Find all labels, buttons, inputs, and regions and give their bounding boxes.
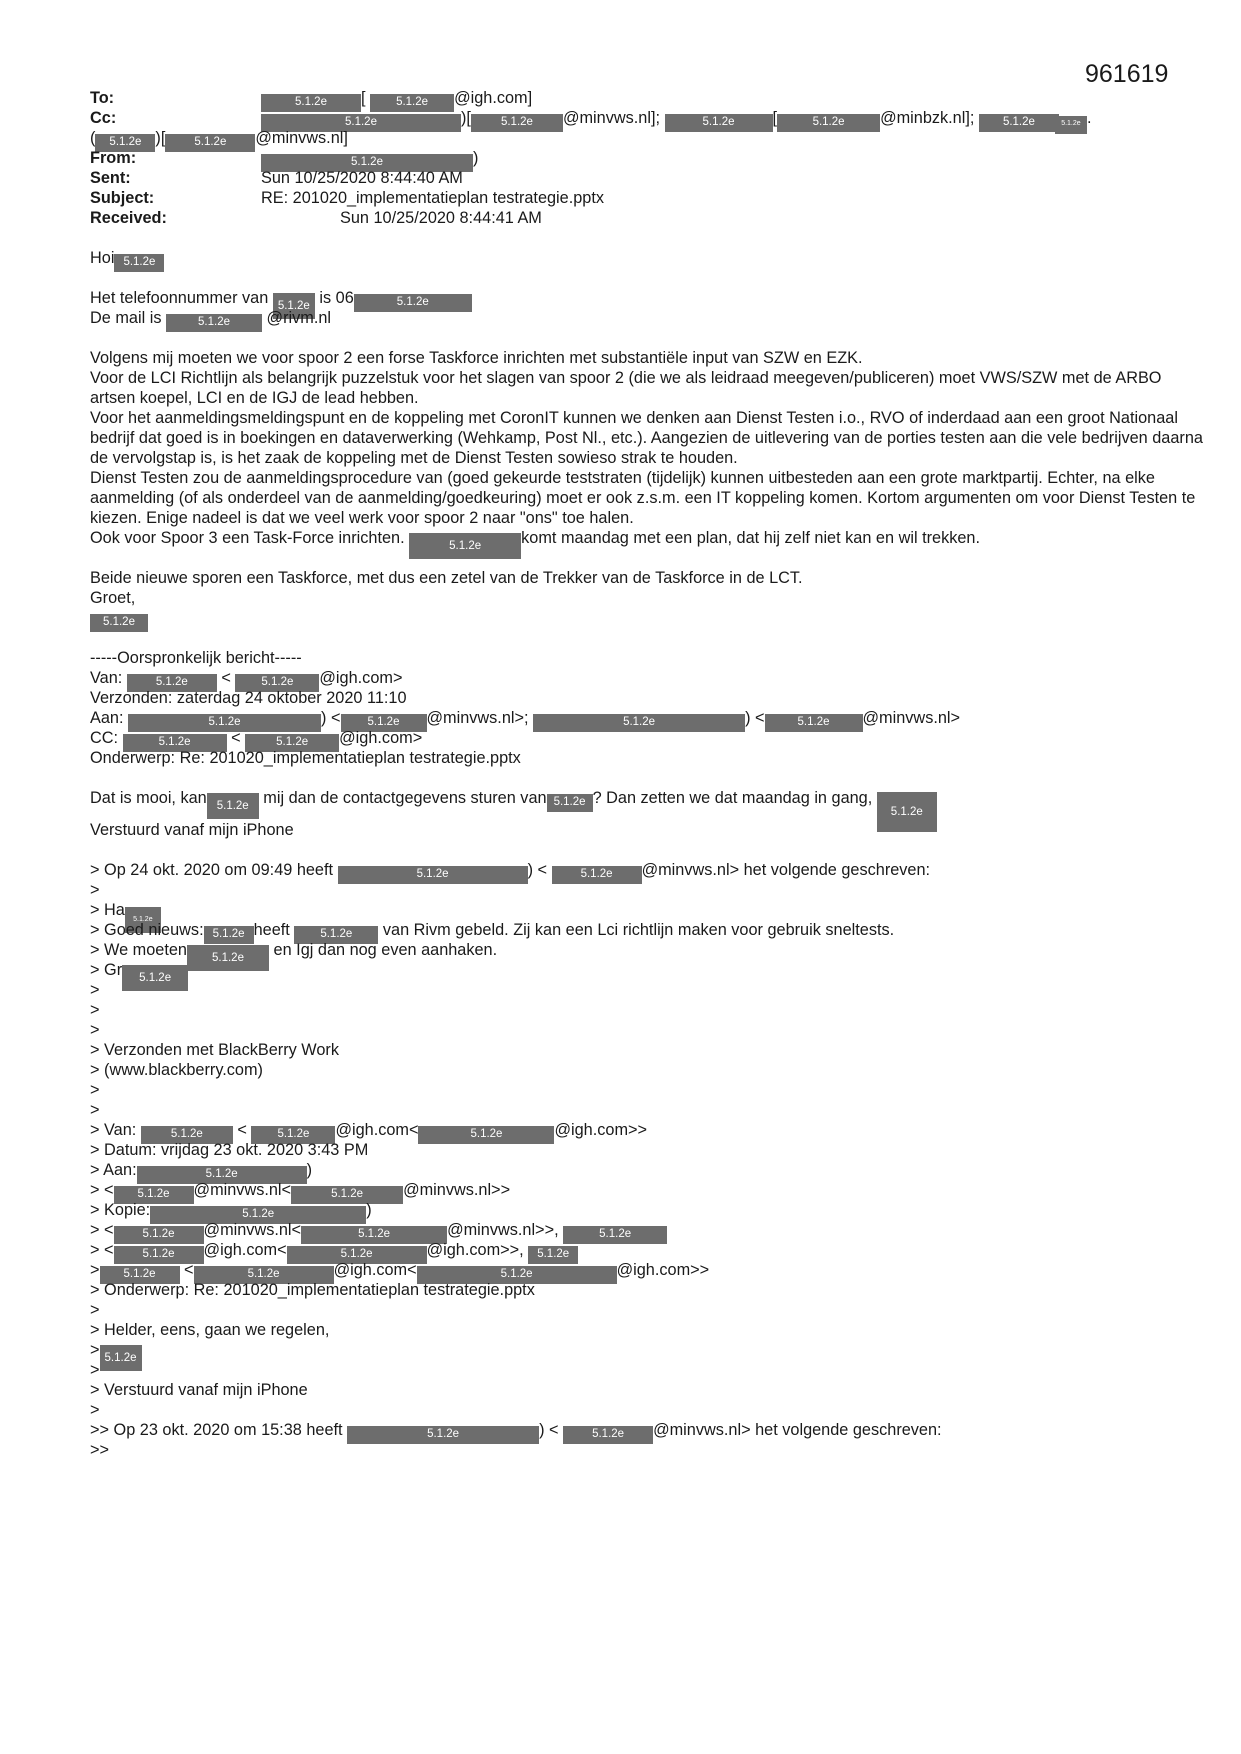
mail-line <box>90 308 1210 328</box>
paragraph-2: Voor de LCI Richtlijn als belangrijk puzzelstuk voor het slagen van spoor 2 (die we als leidraad meegeven/publiceren) moet VWS/SZW met de ARBO artsen koepel, LCI en de IGJ de lead hebben. <box>90 369 1162 407</box>
subject-value: RE: 201020_implementatieplan testrategie.pptx <box>261 189 605 207</box>
aan-domain-1: @minvws.nl>; <box>426 709 529 727</box>
phone-line <box>90 288 1210 312</box>
van-domain: @igh.com> <box>319 669 403 687</box>
quote-ha-line <box>90 900 1210 923</box>
redaction-block: 5.1.2e <box>165 134 255 152</box>
quote-signature-line <box>90 1340 1210 1364</box>
redaction-block: 5.1.2e <box>141 1126 233 1144</box>
redaction-block: 5.1.2e <box>291 1186 403 1204</box>
original-message-separator: -----Oorspronkelijk bericht----- <box>90 649 302 667</box>
sent-label: Sent: <box>90 169 131 187</box>
redaction-block: 5.1.2e <box>128 714 321 732</box>
quote-van-line <box>90 1120 1210 1140</box>
quote-op-line <box>90 860 1210 880</box>
quote-text: van Rivm gebeld. Zij kan een Lci richtlijn maken voor gebruik sneltests. <box>382 921 895 939</box>
punctuation: < <box>237 1121 247 1139</box>
orig-message-line <box>90 788 1210 818</box>
redaction-block: 5.1.2e <box>552 866 642 884</box>
quote-helder-line: > Helder, eens, gaan we regelen, <box>90 1321 330 1339</box>
paragraph-4: Dienst Testen zou de aanmeldingsprocedure van (goed gekeurde teststraten (tijdelijk) kunnen uitbesteden aan een grote marktpartij. Echter, na elke aanmelding (of als onderdeel van de aanmelding/goedkeuring) moet er ook z.s.m. een IT koppeling komen. Kortom argumenten om voor Dienst Testen te kiezen. Enige nadeel is dat we veel werk voor spoor 2 naar "ons" toe halen. <box>90 469 1196 527</box>
quote-text: > < <box>90 1221 114 1239</box>
mail-text: De mail is <box>90 309 162 327</box>
cc-domain: @igh.com> <box>339 729 423 747</box>
quote-text: @minvws.nl>>, <box>447 1221 559 1239</box>
quote-text: > Goed nieuws: <box>90 921 204 939</box>
quote-text: @igh.com< <box>335 1121 419 1139</box>
cc-line <box>90 108 1210 128</box>
redaction-block: 5.1.2e <box>100 1266 180 1284</box>
subject-label: Subject: <box>90 189 155 207</box>
redaction-block: 5.1.2e <box>235 674 319 692</box>
quote2-op-line <box>90 1420 1210 1440</box>
redaction-block: 5.1.2e <box>777 114 880 132</box>
message-text: ? Dan zetten we dat maandag in gang, <box>592 789 873 807</box>
redaction-block: 5.1.2e <box>979 114 1059 132</box>
paragraph-5-text: komt maandag met een plan, dat hij zelf niet kan en wil trekken. <box>521 529 980 547</box>
quote-marker: > <box>90 1361 100 1379</box>
phone-text: Het telefoonnummer van <box>90 289 269 307</box>
redaction-block: 5.1.2e <box>194 1266 334 1284</box>
cc-domain-2: @minbzk.nl]; <box>880 109 975 127</box>
greeting-line <box>90 248 1210 268</box>
redaction-block: 5.1.2e <box>563 1426 653 1444</box>
punctuation: ) < <box>321 709 341 727</box>
received-line <box>90 208 1210 228</box>
orig-verzonden-line: Verzonden: zaterdag 24 oktober 2020 11:10 <box>90 689 407 707</box>
cc-line-continued <box>90 128 1210 148</box>
quote-text: @igh.com>> <box>616 1261 710 1279</box>
redaction-block: 5.1.2e <box>563 1226 667 1244</box>
redaction-block: 5.1.2e <box>877 792 937 832</box>
quote-marker: > <box>90 981 100 999</box>
redaction-block: 5.1.2e <box>341 714 427 732</box>
redaction-block: 5.1.2e <box>370 94 454 112</box>
punctuation: ) <box>473 149 479 167</box>
redaction-block: 5.1.2e <box>114 1226 204 1244</box>
redaction-block: 5.1.2e <box>123 734 227 752</box>
quote2-marker: >> <box>90 1441 110 1459</box>
sent-value: Sun 10/25/2020 8:44:40 AM <box>261 169 463 187</box>
paragraph-3: Voor het aanmeldingsmeldingspunt en de koppeling met CoronIT kunnen we denken aan Dienst Testen i.o., RVO of inderdaad aan een groot Nationaal bedrijf dat goed is in boekingen en dataverwerking (Wehkamp, Post Nl., etc.). Aangezien de uitlevering van de porties testen aan die vele bedrijven daarna de vervolgstap is, is het zaak de koppeling met de Dienst Testen sowieso strak te houden. <box>90 409 1203 467</box>
quote-text: heeft <box>253 921 290 939</box>
cc-domain-1: @minvws.nl]; <box>562 109 660 127</box>
quote-marker: > <box>90 881 100 899</box>
punctuation: ) < <box>539 1421 559 1439</box>
punctuation: ( <box>90 129 96 147</box>
orig-aan-line <box>90 708 1210 728</box>
redaction-block: 5.1.2e <box>471 114 563 132</box>
quote-text: > We moeten <box>90 941 187 959</box>
received-label: Received: <box>90 209 167 227</box>
punctuation: ) <box>306 1161 313 1179</box>
punctuation: )[ <box>155 129 166 147</box>
quote-aan-line <box>90 1160 1210 1180</box>
quote-marker: > <box>90 1081 100 1099</box>
to-label: To: <box>90 89 115 107</box>
quote-text: @minvws.nl> het volgende geschreven: <box>653 1421 942 1439</box>
redaction-block: 5.1.2e <box>245 734 339 752</box>
redaction-block: 5.1.2e <box>100 1345 142 1371</box>
redaction-block: 5.1.2e <box>166 314 262 332</box>
signature-line <box>90 608 1210 628</box>
quote-kopie-line-4 <box>90 1260 1210 1280</box>
quote-text: en Igj dan nog even aanhaken. <box>273 941 498 959</box>
cc-domain-3: @minvws.nl] <box>255 129 348 147</box>
redaction-block: 5.1.2e <box>261 114 461 132</box>
quote-text: @minvws.nl< <box>193 1181 292 1199</box>
quote-verstuurd-line: > Verstuurd vanaf mijn iPhone <box>90 1381 308 1399</box>
redaction-block: 5.1.2e <box>347 1426 539 1444</box>
quote-text: > < <box>90 1241 114 1259</box>
redaction-block: 5.1.2e <box>765 714 863 732</box>
quote-text: >> Op 23 okt. 2020 om 15:38 heeft <box>90 1421 343 1439</box>
quote-text: > Van: <box>90 1121 137 1139</box>
quote-text: > <box>90 1341 100 1359</box>
punctuation: . <box>1086 109 1092 127</box>
quote-text: @igh.com< <box>203 1241 287 1259</box>
punctuation: )[ <box>461 109 471 127</box>
paragraph-5 <box>90 528 1210 552</box>
orig-verstuurd-line: Verstuurd vanaf mijn iPhone <box>90 821 294 839</box>
redaction-block: 5.1.2e <box>90 614 148 632</box>
quote-text: > Ha <box>90 901 125 919</box>
quote-text: > Kopie: <box>90 1201 151 1219</box>
paragraph-1: Volgens mij moeten we voor spoor 2 een forse Taskforce inrichten met substantiële input van SZW en EZK. <box>90 349 863 367</box>
phone-text: is 06 <box>319 289 354 307</box>
redaction-block: 5.1.2e <box>150 1206 366 1224</box>
redaction-block: 5.1.2e <box>127 674 217 692</box>
quote-kopie-line <box>90 1200 1210 1220</box>
quote-text: @igh.com< <box>333 1261 417 1279</box>
quote-kopie-line-2 <box>90 1220 1210 1240</box>
quote-bb-line-1: > Verzonden met BlackBerry Work <box>90 1041 339 1059</box>
redaction-block: 5.1.2e <box>287 1246 427 1264</box>
sent-line <box>90 168 1210 188</box>
quote-text: > <box>90 1261 100 1279</box>
paragraph-6: Beide nieuwe sporen een Taskforce, met dus een zetel van de Trekker van de Taskforce in de LCT. <box>90 569 803 587</box>
redaction-block: 5.1.2e <box>338 866 528 884</box>
quote-text: > Op 24 okt. 2020 om 09:49 heeft <box>90 861 334 879</box>
quote-text: @igh.com>>, <box>426 1241 524 1259</box>
quote-kopie-line-3 <box>90 1240 1210 1260</box>
received-value: Sun 10/25/2020 8:44:41 AM <box>340 209 542 227</box>
redaction-block: 5.1.2e <box>261 94 361 112</box>
greeting: Hoi <box>90 249 115 267</box>
redaction-block: 5.1.2e <box>301 1226 447 1244</box>
punctuation: < <box>231 729 241 747</box>
orig-onderwerp-line: Onderwerp: Re: 201020_implementatieplan testrategie.pptx <box>90 749 521 767</box>
redaction-block: 5.1.2e <box>137 1166 307 1184</box>
quote-we-line <box>90 940 1210 964</box>
bracket: [ <box>361 89 366 107</box>
redaction-block: 5.1.2e <box>261 154 473 172</box>
closing: Groet, <box>90 589 136 607</box>
redaction-block: 5.1.2e <box>409 533 521 559</box>
subject-line <box>90 188 1210 208</box>
redaction-block-small: 5.1.2e <box>1055 116 1087 134</box>
paragraph-5-text: Ook voor Spoor 3 een Task-Force inrichten. <box>90 529 405 547</box>
message-text: mij dan de contactgegevens sturen van <box>263 789 547 807</box>
aan-domain-2: @minvws.nl> <box>862 709 961 727</box>
redaction-block: 5.1.2e <box>418 1126 554 1144</box>
redaction-block: 5.1.2e <box>114 254 164 272</box>
redaction-block: 5.1.2e <box>114 1246 204 1264</box>
quote-bb-line-2: > (www.blackberry.com) <box>90 1061 263 1079</box>
quote-text: > Gr <box>90 961 123 979</box>
quote-text: @minvws.nl>> <box>403 1181 511 1199</box>
quote-datum-line: > Datum: vrijdag 23 okt. 2020 3:43 PM <box>90 1141 369 1159</box>
quote-text: @minvws.nl> het volgende geschreven: <box>641 861 931 879</box>
quote-onderwerp-line: > Onderwerp: Re: 201020_implementatieplan testrategie.pptx <box>90 1281 535 1299</box>
redaction-block-small: 5.1.2e <box>125 907 161 933</box>
from-label: From: <box>90 149 137 167</box>
quote-text: @igh.com>> <box>554 1121 648 1139</box>
redaction-block: 5.1.2e <box>207 793 259 819</box>
cc-label: Cc: <box>90 109 117 127</box>
message-text: Dat is mooi, kan <box>90 789 207 807</box>
redaction-block: 5.1.2e <box>122 965 188 991</box>
redaction-block: 5.1.2e <box>95 134 155 152</box>
email-page <box>90 88 1210 1460</box>
quote-marker: > <box>90 1021 100 1039</box>
redaction-block: 5.1.2e <box>114 1186 194 1204</box>
redaction-block: 5.1.2e <box>533 714 745 732</box>
aan-label: Aan: <box>90 709 124 727</box>
quote-marker: > <box>90 1101 100 1119</box>
cc-label: CC: <box>90 729 119 747</box>
van-label: Van: <box>90 669 123 687</box>
redaction-block: 5.1.2e <box>354 294 472 312</box>
punctuation: < <box>221 669 231 687</box>
redaction-block: 5.1.2e <box>251 1126 335 1144</box>
document-number: 961619 <box>1085 60 1169 88</box>
quote-aan-line-2 <box>90 1180 1210 1200</box>
punctuation: ) < <box>527 861 548 879</box>
punctuation: ) <box>366 1201 372 1219</box>
redaction-block: 5.1.2e <box>417 1266 617 1284</box>
redaction-block: 5.1.2e <box>294 926 378 944</box>
punctuation: < <box>184 1261 194 1279</box>
orig-van-line <box>90 668 1210 688</box>
punctuation: ) < <box>745 709 765 727</box>
quote-goed-line <box>90 920 1210 940</box>
redaction-block: 5.1.2e <box>187 945 269 971</box>
bracket: [ <box>772 109 778 127</box>
to-domain: @igh.com] <box>454 89 533 107</box>
redaction-block: 5.1.2e <box>273 293 315 319</box>
to-line <box>90 88 1210 108</box>
from-line <box>90 148 1210 168</box>
redaction-block: 5.1.2e <box>204 926 254 944</box>
redaction-block: 5.1.2e <box>547 794 593 812</box>
mail-text: @rivm.nl <box>266 309 332 327</box>
quote-text: @minvws.nl< <box>203 1221 302 1239</box>
quote-marker: > <box>90 1301 100 1319</box>
quote-marker: > <box>90 1001 100 1019</box>
quote-marker: > <box>90 1401 100 1419</box>
quote-text: > < <box>90 1181 114 1199</box>
orig-cc-line <box>90 728 1210 748</box>
quote-text: > Aan: <box>90 1161 137 1179</box>
quote-gr-line <box>90 960 1210 984</box>
redaction-block: 5.1.2e <box>528 1246 578 1264</box>
redaction-block: 5.1.2e <box>665 114 773 132</box>
